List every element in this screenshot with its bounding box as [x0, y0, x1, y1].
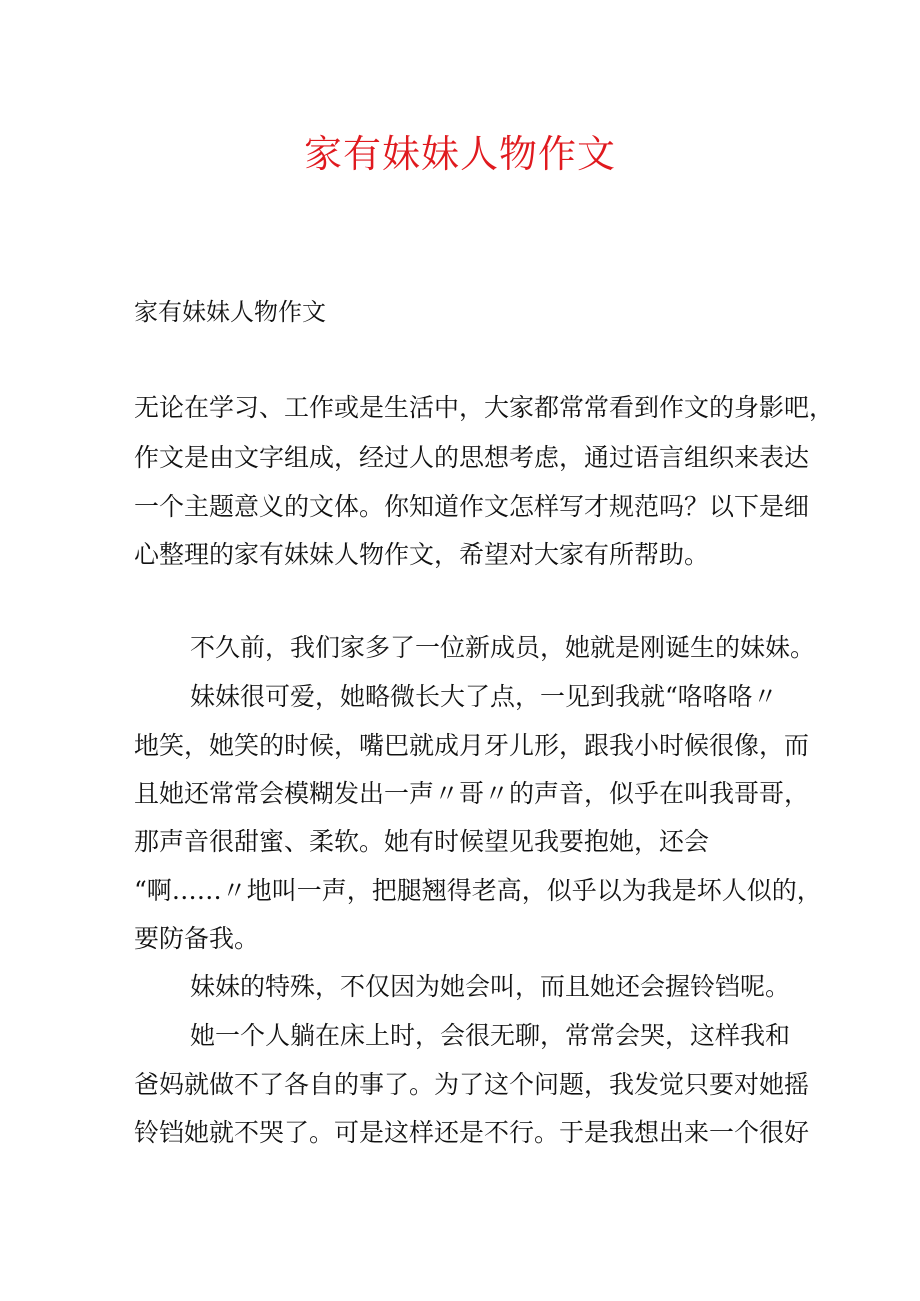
intro-line: 心整理的家有妹妹人物作文，希望对大家有所帮助。 — [134, 540, 710, 569]
intro-line: 无论在学习、工作或是生活中，大家都常常看到作文的身影吧， — [134, 393, 835, 422]
body-line: 地笑，她笑的时候，嘴巴就成月牙儿形，跟我小时候很像，而 — [134, 731, 810, 760]
body-line: “啊……〃地叫一声，把腿翘得老高，似乎以为我是坏人似的， — [134, 876, 822, 905]
body-line: 且她还常常会模糊发出一声〃哥〃的声音，似乎在叫我哥哥， — [134, 779, 810, 808]
body-line: 那声音很甜蜜、柔软。她有时候望见我要抱她，还会 — [134, 827, 710, 856]
document-subtitle: 家有妹妹人物作文 — [134, 298, 326, 326]
body-line: 不久前，我们家多了一位新成员，她就是刚诞生的妹妹。 — [190, 633, 816, 662]
document-title: 家有妹妹人物作文 — [303, 132, 616, 176]
body-line: 爸妈就做不了各自的事了。为了这个问题，我发觉只要对她摇 — [134, 1070, 810, 1099]
intro-line: 一个主题意义的文体。你知道作文怎样写才规范吗？以下是细 — [134, 492, 810, 521]
body-line: 她一个人躺在床上时，会很无聊，常常会哭，这样我和 — [190, 1021, 791, 1050]
body-line: 要防备我。 — [134, 924, 260, 953]
intro-line: 作文是由文字组成，经过人的思想考虑，通过语言组织来表达 — [134, 443, 810, 472]
body-line: 铃铛她就不哭了。可是这样还是不行。于是我想出来一个很好 — [134, 1118, 810, 1147]
body-line: 妹妹很可爱，她略微长大了点，一见到我就“咯咯咯〃 — [190, 682, 778, 711]
body-line: 妹妹的特殊，不仅因为她会叫，而且她还会握铃铛呢。 — [190, 972, 791, 1001]
